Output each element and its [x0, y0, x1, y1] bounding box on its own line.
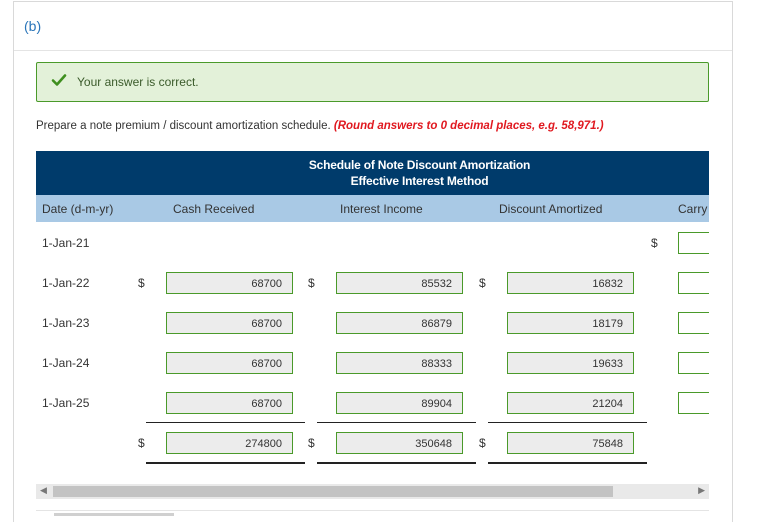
checkmark-icon: [51, 72, 67, 88]
subtotal-rule: [488, 422, 647, 423]
total-interest-income-input[interactable]: 350648: [336, 432, 463, 454]
currency-symbol: $: [138, 436, 145, 450]
row-date: 1-Jan-25: [42, 396, 90, 410]
discount-amortized-input[interactable]: 16832: [507, 272, 634, 294]
interest-income-input[interactable]: 88333: [336, 352, 463, 374]
discount-amortized-input[interactable]: 21204: [507, 392, 634, 414]
part-header: [14, 2, 732, 51]
cash-received-input[interactable]: 68700: [166, 312, 293, 334]
instructions-text: Prepare a note premium / discount amortization schedule.: [36, 120, 331, 132]
schedule-subtitle: Effective Interest Method: [350, 174, 489, 188]
header-discount-amortized: Discount Amortized: [499, 202, 603, 216]
scrollbar-thumb[interactable]: [53, 486, 613, 497]
carrying-amount-input[interactable]: [678, 312, 709, 334]
header-interest-income: Interest Income: [340, 202, 423, 216]
schedule-title: Schedule of Note Discount Amortization: [308, 158, 531, 172]
instructions: [36, 120, 604, 132]
schedule-title-bar: [36, 151, 709, 195]
header-carrying-amount: Carry: [678, 202, 708, 216]
header-cash-received: Cash Received: [173, 202, 255, 216]
interest-income-input[interactable]: 86879: [336, 312, 463, 334]
part-label: (b): [24, 18, 42, 34]
cash-received-input[interactable]: 68700: [166, 392, 293, 414]
carrying-amount-input[interactable]: [678, 352, 709, 374]
correct-answer-alert: [36, 62, 709, 102]
subtotal-rule: [146, 422, 305, 423]
discount-amortized-input[interactable]: 19633: [507, 352, 634, 374]
currency-symbol: $: [138, 276, 145, 290]
row-date: 1-Jan-21: [42, 236, 90, 250]
row-date: 1-Jan-22: [42, 276, 90, 290]
cash-received-input[interactable]: 68700: [166, 272, 293, 294]
discount-amortized-input[interactable]: 18179: [507, 312, 634, 334]
rounding-hint: (Round answers to 0 decimal places, e.g. 58,971.): [333, 120, 604, 132]
currency-symbol: $: [308, 436, 315, 450]
question-panel: [13, 1, 733, 522]
currency-symbol: $: [308, 276, 315, 290]
subtotal-rule: [317, 422, 476, 423]
total-double-rule: [146, 462, 305, 464]
column-headers: [36, 195, 709, 222]
currency-symbol: $: [479, 436, 486, 450]
currency-symbol: $: [651, 236, 658, 250]
currency-symbol: $: [479, 276, 486, 290]
interest-income-input[interactable]: 85532: [336, 272, 463, 294]
carrying-amount-input[interactable]: [678, 392, 709, 414]
total-cash-received-input[interactable]: 274800: [166, 432, 293, 454]
carrying-amount-input[interactable]: [678, 272, 709, 294]
total-double-rule: [317, 462, 476, 464]
amortization-schedule: [36, 151, 709, 473]
alert-message: Your answer is correct.: [77, 75, 199, 89]
total-double-rule: [488, 462, 647, 464]
cash-received-input[interactable]: 68700: [166, 352, 293, 374]
header-date: Date (d-m-yr): [42, 202, 114, 216]
carrying-amount-input[interactable]: [678, 232, 709, 254]
row-date: 1-Jan-24: [42, 356, 90, 370]
horizontal-scrollbar[interactable]: [36, 484, 709, 499]
interest-income-input[interactable]: 89904: [336, 392, 463, 414]
scroll-left-arrow-icon[interactable]: ◀: [40, 485, 47, 495]
scroll-right-arrow-icon[interactable]: ▶: [698, 485, 705, 495]
next-section-edge: [36, 510, 709, 519]
row-date: 1-Jan-23: [42, 316, 90, 330]
total-discount-amortized-input[interactable]: 75848: [507, 432, 634, 454]
